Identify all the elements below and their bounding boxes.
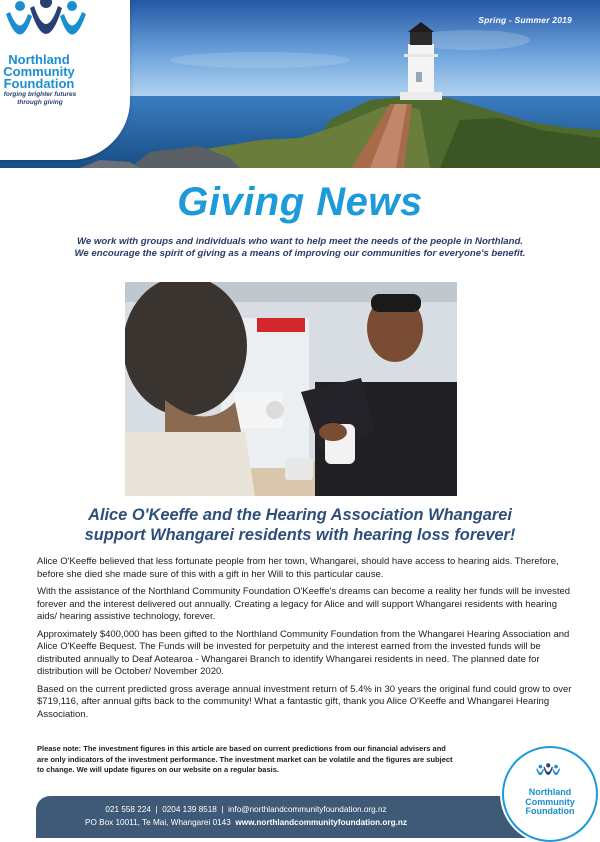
investment-disclaimer: Please note: The investment figures in this article are based on current predictions from our financial advisers and are only indicators of the investment performance. The investment market can be volatile and the figures are subject to change. We will update figures on our website on a regular basis. xyxy=(37,744,453,774)
footer-phone-1: 021 558 224 xyxy=(105,805,151,814)
intro-line-1: We work with groups and individuals who want to help meet the needs of the people in Northland. xyxy=(77,236,523,247)
badge-wordmark xyxy=(504,788,596,817)
article-body xyxy=(37,556,577,726)
newsletter-title: Giving News xyxy=(177,180,423,224)
intro-line-2: We encourage the spirit of giving as a means of improving our communities for everyone's benefit. xyxy=(74,248,526,259)
article-paragraph: Based on the current predicted gross average annual investment return of 5.4% in 30 years the original fund could grow to over $719,116, after annual gifts back to the community! What a fantastic gift, thank you Alice O'Keeffe and Whangarei Hearing Association. xyxy=(37,683,572,720)
article-headline xyxy=(40,505,560,545)
logo-line-2: Community xyxy=(3,64,75,79)
footer-email-link[interactable]: info@northlandcommunityfoundation.org.nz xyxy=(228,805,387,814)
footer-website-link[interactable]: www.northlandcommunityfoundation.org.nz xyxy=(235,818,407,827)
footer-contact-line xyxy=(36,805,456,814)
hearing-test-photo xyxy=(125,282,457,496)
footer-separator: | xyxy=(221,805,224,814)
footer-separator: | xyxy=(155,805,158,814)
footer-address: PO Box 10011, Te Mai, Whangarei 0143 xyxy=(85,818,231,827)
article-paragraph: Alice O'Keeffe believed that less fortunate people from her town, Whangarei, should have access to hearing aids. Therefore, before she died she made sure of this with a gift in her Will to this particular cause. xyxy=(37,556,559,580)
foundation-logo-icon xyxy=(532,758,568,786)
article-photo xyxy=(125,282,457,496)
headline-line-2: support Whangarei residents with hearing loss forever! xyxy=(84,526,516,544)
footer-contact-bar xyxy=(36,796,536,838)
logo-tagline xyxy=(3,91,77,107)
article-paragraph: Approximately $400,000 has been gifted to the Northland Community Foundation from the Whangarei Hearing Association and Alice O'Keeffe Bequest. The Funds will be invested for perpetuity and the interest earned from the invested funds will be distributed annually to Deaf Aotearoa - Whangarei Branch to identify Whangarei residents in need. The planned date for distribution will be October/ November 2020. xyxy=(37,628,570,677)
foundation-logo xyxy=(0,0,130,160)
footer-logo-badge xyxy=(502,746,598,842)
logo-tagline-1: forging brighter futures xyxy=(3,91,77,98)
foundation-logo-icon xyxy=(0,0,112,54)
headline-line-1: Alice O'Keeffe and the Hearing Association Whangarei xyxy=(88,506,512,524)
footer-phone-2: 0204 139 8518 xyxy=(162,805,217,814)
article-paragraph: With the assistance of the Northland Community Foundation O'Keeffe's dreams can become a reality her funds will be invested forever and the interest delivered out annually. Creating a legacy for Alice and will support Whangarei residents with hearing aids/ hearing assistive technology, forever. xyxy=(37,586,571,622)
logo-line-3: Foundation xyxy=(3,76,75,91)
footer-address-line xyxy=(36,818,456,827)
issue-season: Spring - Summer 2019 xyxy=(478,15,572,25)
badge-line-2: Community xyxy=(525,796,575,807)
logo-wordmark xyxy=(0,54,84,90)
badge-line-3: Foundation xyxy=(525,806,575,816)
logo-tagline-2: through giving xyxy=(17,99,63,106)
logo-line-1: Northland xyxy=(8,52,70,67)
badge-line-1: Northland xyxy=(528,787,572,797)
intro-text xyxy=(40,236,560,260)
